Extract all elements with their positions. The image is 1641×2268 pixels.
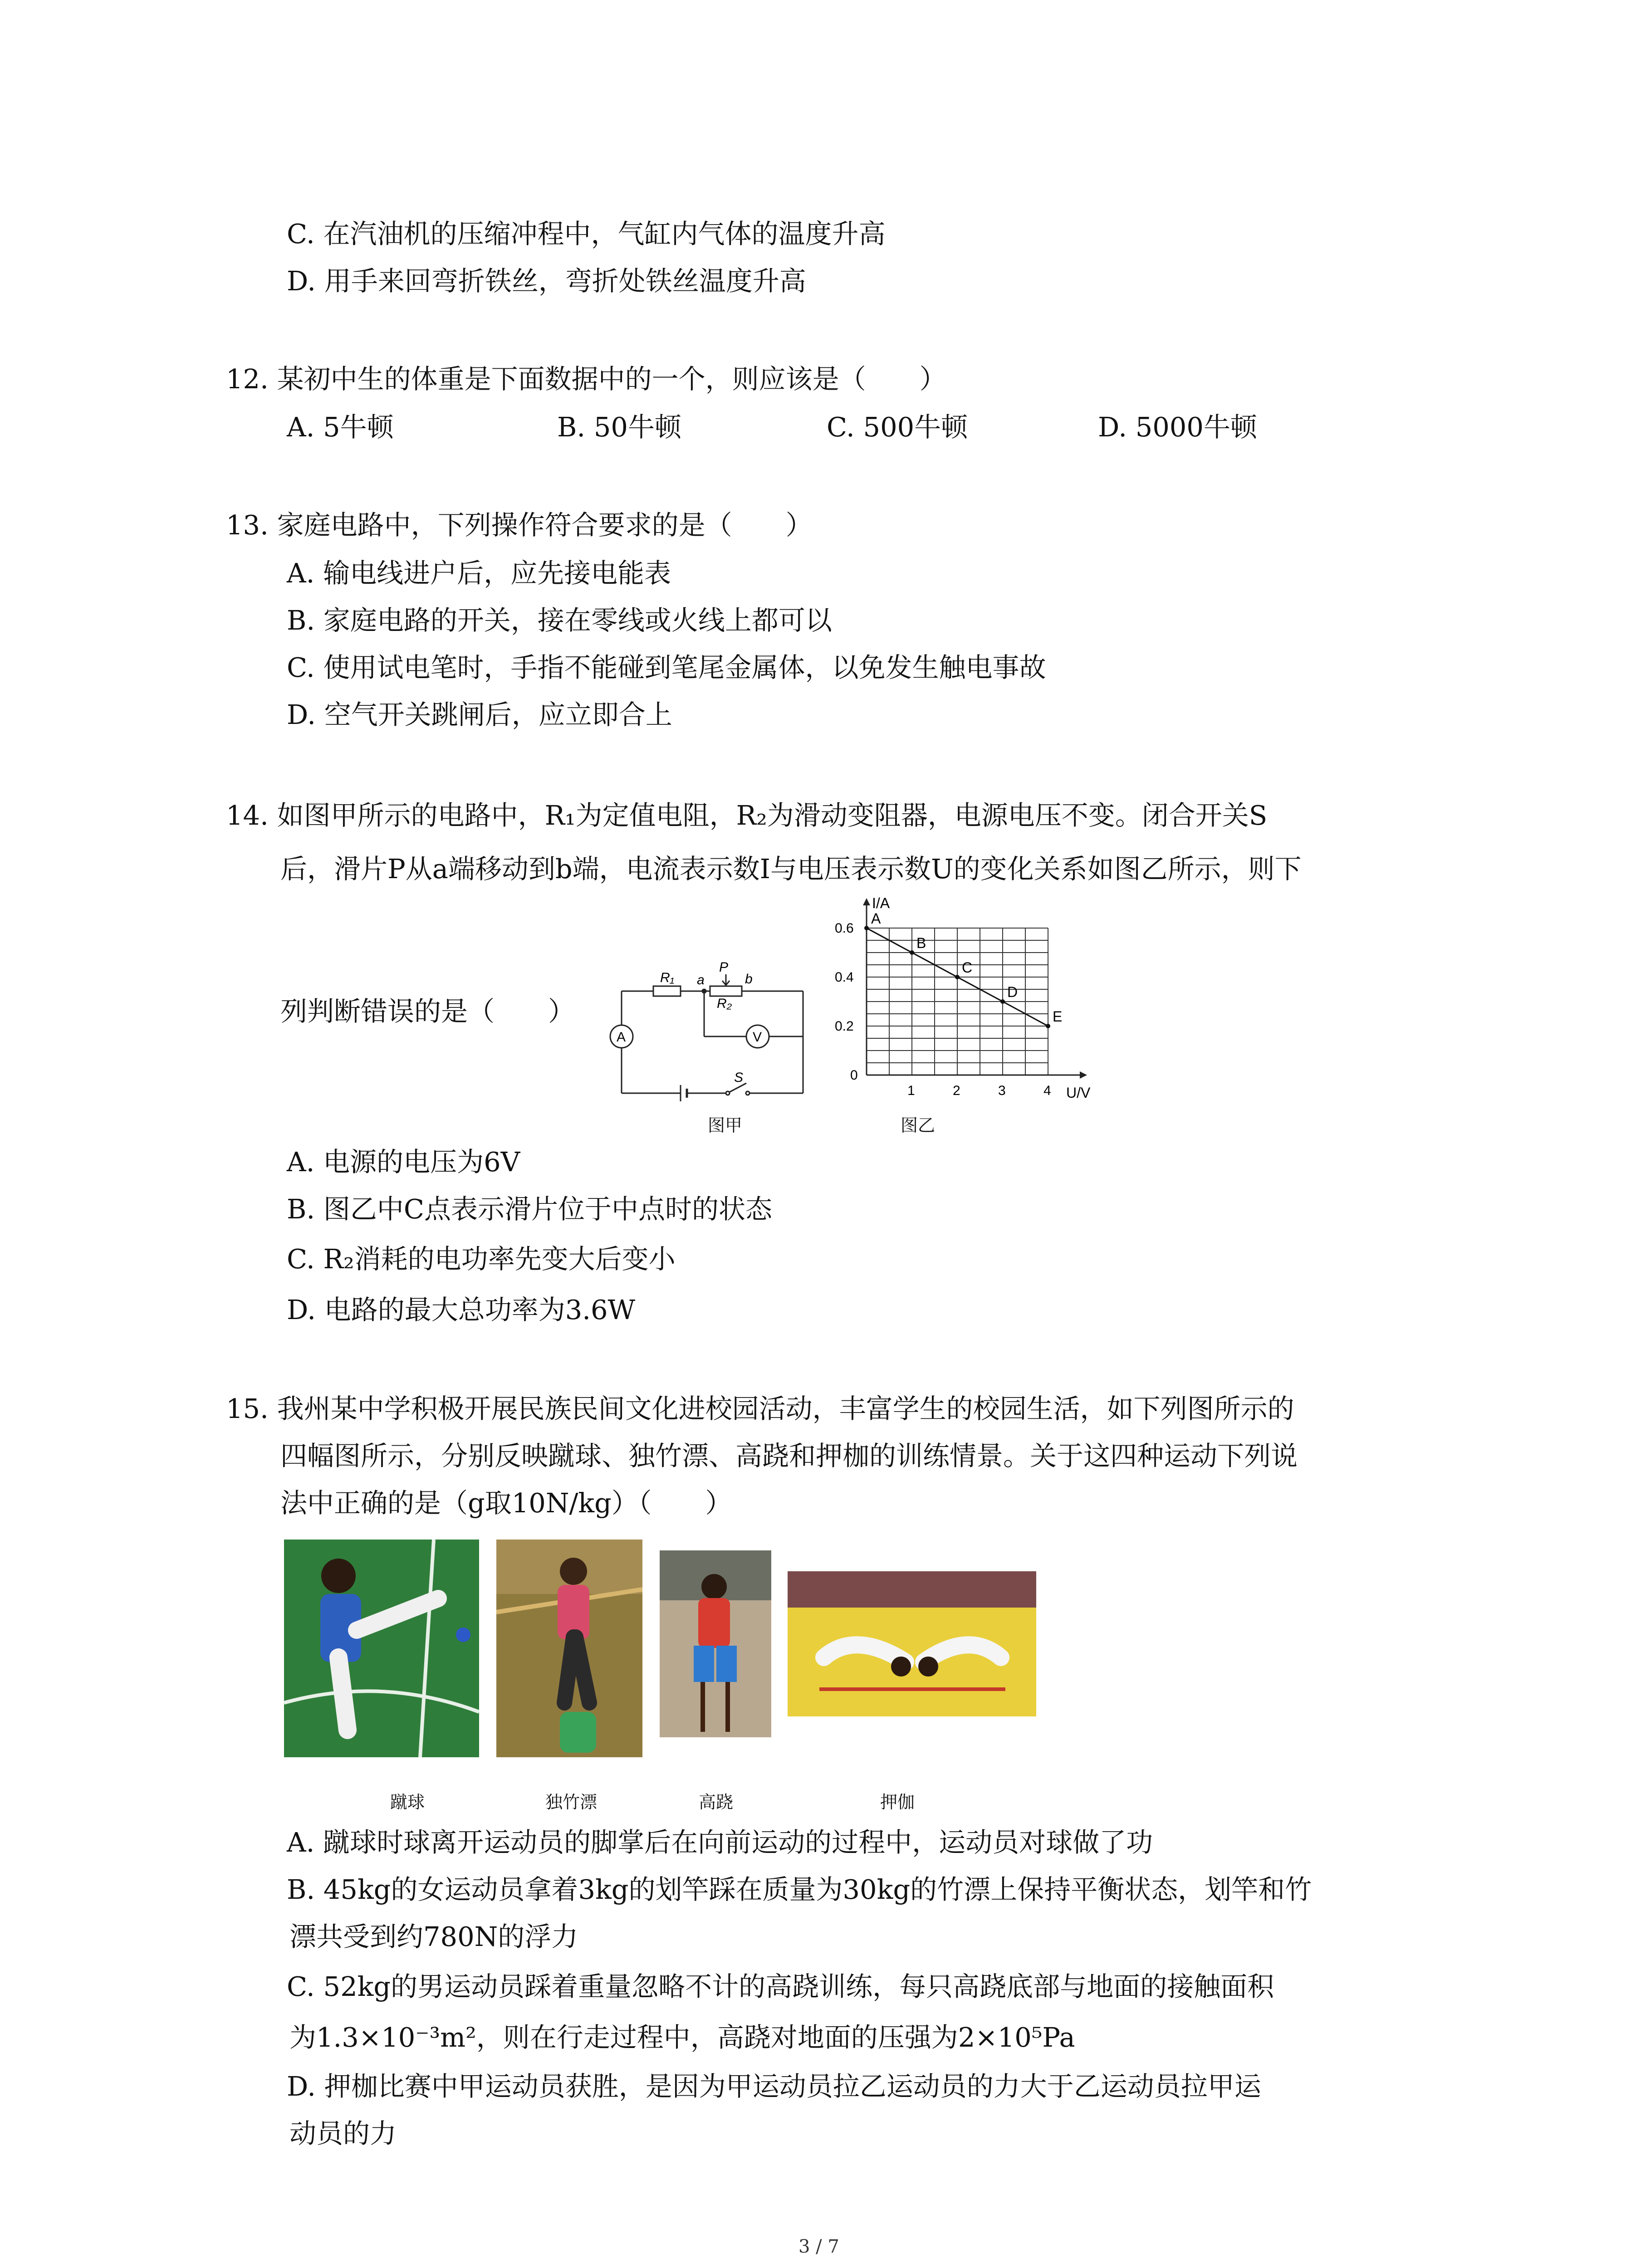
q15-stem-line1: 15. 我州某中学积极开展民族民间文化进校园活动，丰富学生的校园生活，如下列图所示的	[226, 1393, 1294, 1424]
y-tick-label: 0.4	[835, 970, 854, 985]
terminal-b-label: b	[745, 972, 753, 987]
data-point-d	[1000, 999, 1005, 1004]
q14-option-a: A. 电源的电压为6V	[287, 1146, 520, 1178]
x-axis-arrow	[1080, 1071, 1087, 1079]
caption-yajia: 押伽	[880, 1792, 915, 1812]
photo-yajia	[788, 1571, 1036, 1716]
page-number: 3 / 7	[798, 2236, 839, 2257]
q15-option-a: A. 蹴球时球离开运动员的脚掌后在向前运动的过程中，运动员对球做了功	[287, 1827, 1153, 1858]
q13-option-b: B. 家庭电路的开关，接在零线或火线上都可以	[287, 605, 832, 636]
x-tick-label: 3	[998, 1083, 1006, 1098]
q15-option-d-line2: 动员的力	[289, 2118, 397, 2149]
terminal-a-label: a	[697, 973, 705, 987]
y-tick-label: 0.2	[835, 1019, 854, 1034]
q14-stem-line1: 14. 如图甲所示的电路中，R₁为定值电阻，R₂为滑动变阻器，电源电压不变。闭合开关S	[226, 800, 1268, 831]
x-axis-label: U/V	[1066, 1085, 1091, 1101]
point-label-b: B	[916, 935, 926, 951]
q15-stem-line3: 法中正确的是（g取10N/kg）（ ）	[280, 1487, 732, 1519]
x-tick-label: 2	[953, 1083, 960, 1098]
r2-label: R₂	[717, 996, 732, 1011]
q11-option-c: C. 在汽油机的压缩冲程中，气缸内气体的温度升高	[287, 218, 886, 249]
slider-p-label: P	[719, 960, 729, 975]
q15-option-b-line1: B. 45kg的女运动员拿着3kg的划竿踩在质量为30kg的竹漂上保持平衡状态，划竿和竹	[287, 1874, 1312, 1905]
q15-option-c-line1: C. 52kg的男运动员踩着重量忽略不计的高跷训练，每只高跷底部与地面的接触面积	[287, 1971, 1274, 2002]
q15-option-c-line2: 为1.3×10⁻³m²，则在行走过程中，高跷对地面的压强为2×10⁵Pa	[289, 2022, 1075, 2053]
q14-option-b: B. 图乙中C点表示滑片位于中点时的状态	[287, 1193, 773, 1225]
q14-stem-line2: 后，滑片P从a端移动到b端，电流表示数I与电压表示数U的变化关系如图乙所示，则下	[280, 853, 1302, 885]
q13-option-a: A. 输电线进户后，应先接电能表	[287, 557, 671, 589]
point-label-d: D	[1007, 984, 1018, 1000]
q13-option-d: D. 空气开关跳闸后，应立即合上	[287, 699, 672, 730]
q15-option-d-line1: D. 押枷比赛中甲运动员获胜，是因为甲运动员拉乙运动员的力大于乙运动员拉甲运	[287, 2071, 1261, 2102]
y-axis-arrow	[863, 898, 870, 905]
caption-duzhupiao: 独竹漂	[545, 1792, 598, 1812]
data-point-a	[864, 926, 869, 930]
q12-option-d: D. 5000牛顿	[1098, 411, 1257, 443]
r1-label: R₁	[660, 970, 675, 985]
q12-option-c: C. 500牛顿	[827, 411, 968, 443]
photo-duzhupiao	[496, 1540, 642, 1757]
fig-jia-caption: 图甲	[708, 1115, 743, 1135]
q11-option-d: D. 用手来回弯折铁丝，弯折处铁丝温度升高	[287, 265, 806, 297]
q13-option-c: C. 使用试电笔时，手指不能碰到笔尾金属体，以免发生触电事故	[287, 652, 1046, 683]
y-axis-label: I/A	[872, 895, 890, 911]
ammeter-icon: A	[617, 1030, 626, 1045]
caption-gaoqiao: 高跷	[699, 1792, 734, 1812]
y-tick-label: 0.6	[835, 921, 854, 936]
point-label-a: A	[871, 910, 881, 927]
origin-label: 0	[850, 1068, 858, 1083]
circuit-diagram	[603, 957, 830, 1111]
fig-yi-caption: 图乙	[901, 1115, 936, 1135]
iu-graph	[830, 889, 1112, 1107]
q12-option-a: A. 5牛顿	[287, 411, 394, 443]
data-point-c	[955, 975, 960, 979]
data-point-e	[1046, 1024, 1050, 1028]
point-label-c: C	[962, 959, 973, 976]
x-tick-label: 1	[907, 1083, 915, 1098]
q13-stem: 13. 家庭电路中，下列操作符合要求的是（ ）	[226, 509, 813, 541]
point-label-e: E	[1053, 1008, 1063, 1025]
x-tick-label: 4	[1043, 1083, 1051, 1098]
voltmeter-icon: V	[753, 1030, 762, 1045]
caption-cuju: 蹴球	[390, 1792, 425, 1812]
q14-stem-line3: 列判断错误的是（ ）	[280, 996, 575, 1027]
data-point-b	[910, 950, 914, 955]
switch-label: S	[734, 1070, 744, 1085]
photo-gaoqiao	[660, 1550, 771, 1737]
q14-option-d: D. 电路的最大总功率为3.6W	[287, 1294, 636, 1325]
q15-option-b-line2: 漂共受到约780N的浮力	[289, 1921, 578, 1952]
photo-cuju	[284, 1540, 479, 1757]
q15-stem-line2: 四幅图所示，分别反映蹴球、独竹漂、高跷和押枷的训练情景。关于这四种运动下列说	[280, 1440, 1298, 1471]
q12-option-b: B. 50牛顿	[557, 411, 681, 443]
q14-option-c: C. R₂消耗的电功率先变大后变小	[287, 1243, 676, 1275]
q12-stem: 12. 某初中生的体重是下面数据中的一个，则应该是（ ）	[226, 363, 946, 395]
